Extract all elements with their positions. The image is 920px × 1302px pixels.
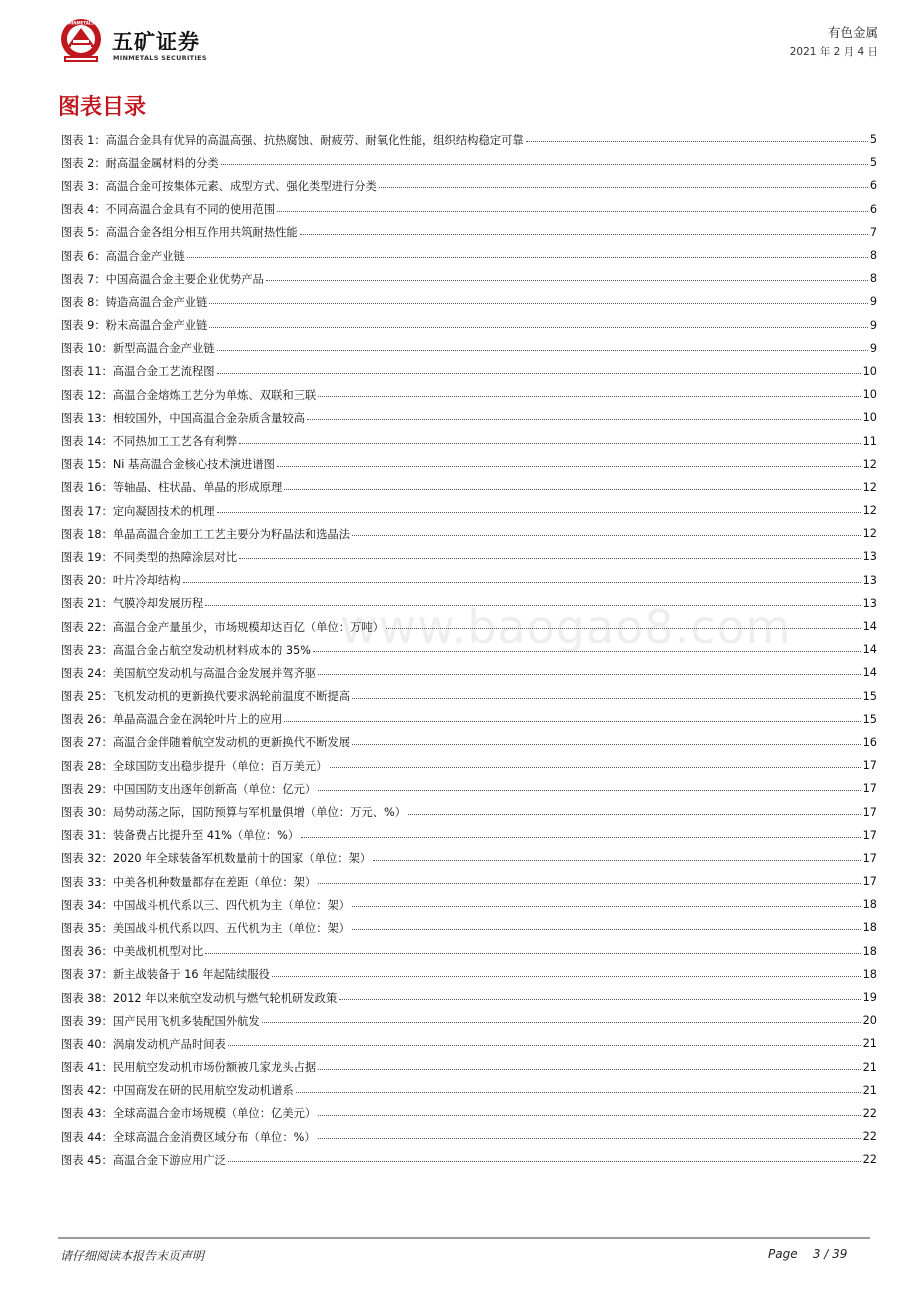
toc-entry-page: 9 [869, 341, 877, 355]
toc-entry[interactable] [61, 592, 877, 615]
toc-entry[interactable] [61, 522, 877, 545]
toc-entry-title: 单晶高温合金在涡轮叶片上的应用 [112, 713, 283, 727]
toc-entry[interactable] [61, 290, 877, 313]
toc-dot-leader [228, 1045, 861, 1046]
toc-dot-leader [352, 744, 861, 745]
toc-entry-page: 17 [862, 805, 877, 819]
toc-dot-leader [318, 674, 860, 675]
toc-entry[interactable] [61, 151, 877, 174]
toc-entry-label: 图表 4： [61, 203, 106, 217]
toc-entry[interactable] [61, 893, 877, 916]
toc-dot-leader [339, 999, 860, 1000]
toc-entry-label: 图表 37： [61, 968, 113, 982]
toc-dot-leader [318, 1069, 860, 1070]
toc-entry-page: 19 [862, 991, 877, 1005]
minmetals-logo-icon [58, 18, 104, 64]
toc-entry[interactable] [61, 314, 877, 337]
toc-entry-title: 新主战装备于 16 年起陆续服役 [112, 968, 270, 982]
toc-entry[interactable] [61, 406, 877, 429]
toc-entry[interactable] [61, 916, 877, 939]
toc-entry[interactable] [61, 453, 877, 476]
toc-entry[interactable] [61, 267, 877, 290]
toc-entry[interactable] [61, 383, 877, 406]
toc-dot-leader [209, 327, 867, 328]
toc-entry-label: 图表 36： [61, 945, 113, 959]
toc-entry-title: 美国战斗机代系以四、五代机为主（单位：架） [112, 921, 351, 935]
toc-entry-label: 图表 22： [61, 620, 113, 634]
toc-entry-title: 耐高温金属材料的分类 [105, 156, 219, 170]
toc-dot-leader [228, 1161, 861, 1162]
toc-entry-page: 12 [862, 457, 877, 471]
toc-dot-leader [352, 906, 861, 907]
toc-dot-leader [352, 929, 861, 930]
toc-entry-page: 10 [862, 364, 877, 378]
toc-dot-leader [526, 141, 868, 142]
company-name-en: MINMETALS SECURITIES [113, 54, 207, 62]
toc-entry-page: 21 [862, 1083, 877, 1097]
toc-entry-label: 图表 24： [61, 666, 113, 680]
toc-dot-leader [183, 582, 861, 583]
toc-entry[interactable] [61, 847, 877, 870]
toc-entry-page: 14 [862, 666, 877, 680]
toc-entry[interactable] [61, 244, 877, 267]
toc-entry-label: 图表 32： [61, 852, 113, 866]
toc-entry[interactable] [61, 638, 877, 661]
toc-dot-leader [239, 558, 860, 559]
toc-entry-page: 17 [862, 759, 877, 773]
toc-entry[interactable] [61, 476, 877, 499]
toc-entry-page: 9 [869, 318, 877, 332]
toc-dot-leader [301, 837, 860, 838]
toc-entry-page: 8 [869, 272, 877, 286]
toc-entry[interactable] [61, 1009, 877, 1032]
toc-entry-page: 9 [869, 295, 877, 309]
toc-entry-page: 13 [862, 550, 877, 564]
toc-entry-title: 局势动荡之际，国防预算与军机量俱增（单位：万元、%） [112, 806, 407, 820]
toc-entry-page: 15 [862, 712, 877, 726]
toc-entry-title: 高温合金各组分相互作用共筑耐热性能 [105, 226, 298, 240]
toc-entry-title: 中国高温合金主要企业优势产品 [105, 272, 264, 286]
toc-entry-page: 20 [862, 1014, 877, 1028]
toc-entry[interactable] [61, 661, 877, 684]
toc-entry-title: 2020 年全球装备军机数量前十的国家（单位：架） [112, 852, 372, 866]
toc-entry-title: 高温合金下游应用广泛 [112, 1153, 226, 1167]
toc-entry-page: 21 [862, 1060, 877, 1074]
toc-entry-title: 新型高温合金产业链 [112, 342, 215, 356]
toc-entry-page: 5 [869, 133, 877, 147]
toc-entry-page: 18 [862, 944, 877, 958]
toc-entry-title: 叶片冷却结构 [112, 574, 181, 588]
toc-entry-title: 不同热加工工艺各有利弊 [112, 435, 238, 449]
toc-dot-leader [386, 628, 861, 629]
toc-entry[interactable] [61, 824, 877, 847]
toc-entry-title: 高温合金熔炼工艺分为单炼、双联和三联 [112, 388, 317, 402]
toc-entry[interactable] [61, 128, 877, 151]
toc-entry[interactable] [61, 221, 877, 244]
toc-entry-label: 图表 11： [61, 365, 113, 379]
toc-entry-label: 图表 1： [61, 133, 106, 147]
toc-entry-label: 图表 14： [61, 435, 113, 449]
toc-entry-label: 图表 9： [61, 319, 106, 333]
toc-entry[interactable] [61, 174, 877, 197]
toc-entry-label: 图表 19： [61, 550, 113, 564]
toc-entry-title: 装备费占比提升至 41%（单位：%） [112, 829, 300, 843]
toc-entry-page: 16 [862, 735, 877, 749]
toc-entry-label: 图表 16： [61, 481, 113, 495]
toc-entry-title: 高温合金可按集体元素、成型方式、强化类型进行分类 [105, 179, 377, 193]
toc-entry-page: 14 [862, 620, 877, 634]
toc-entry-label: 图表 25： [61, 690, 113, 704]
toc-entry-label: 图表 7： [61, 272, 106, 286]
toc-entry[interactable] [61, 429, 877, 452]
toc-entry-label: 图表 21： [61, 597, 113, 611]
toc-entry[interactable] [61, 1079, 877, 1102]
toc-entry-label: 图表 43： [61, 1107, 113, 1121]
toc-entry-label: 图表 40： [61, 1037, 113, 1051]
toc-entry-title: 高温合金产业链 [105, 249, 185, 263]
toc-entry[interactable] [61, 615, 877, 638]
toc-entry-page: 22 [862, 1106, 877, 1120]
toc-entry-page: 7 [869, 225, 877, 239]
toc-entry[interactable] [61, 940, 877, 963]
toc-entry-title: 高温合金具有优异的高温高强、抗热腐蚀、耐疲劳、耐氧化性能，组织结构稳定可靠 [105, 133, 524, 147]
toc-dot-leader [352, 535, 861, 536]
toc-entry-label: 图表 18： [61, 527, 113, 541]
toc-entry-page: 10 [862, 411, 877, 425]
page-number: Page 3 / 39 [768, 1247, 848, 1261]
toc-entry[interactable] [61, 754, 877, 777]
toc-dot-leader [284, 489, 860, 490]
toc-dot-leader [187, 257, 868, 258]
toc-dot-leader [408, 814, 861, 815]
toc-entry-title: 单晶高温合金加工工艺主要分为籽晶法和选晶法 [112, 527, 351, 541]
toc-entry-title: 定向凝固技术的机理 [112, 504, 215, 518]
toc-dot-leader [217, 373, 861, 374]
toc-entry-page: 11 [862, 434, 877, 448]
toc-entry[interactable] [61, 1125, 877, 1148]
toc-dot-leader [262, 1022, 861, 1023]
toc-entry-page: 17 [862, 875, 877, 889]
toc-entry-label: 图表 30： [61, 806, 113, 820]
toc-entry-label: 图表 10： [61, 342, 113, 356]
toc-entry-label: 图表 33： [61, 875, 113, 889]
toc-entry-page: 13 [862, 596, 877, 610]
toc-entry[interactable] [61, 1056, 877, 1079]
toc-entry-page: 21 [862, 1037, 877, 1051]
toc-entry-title: 不同类型的热障涂层对比 [112, 550, 238, 564]
figure-table-of-contents [61, 128, 877, 1171]
toc-entry-page: 12 [862, 527, 877, 541]
toc-entry-title: 中国国防支出逐年创新高（单位：亿元） [112, 782, 317, 796]
emblem-text: MINMETALS [67, 20, 95, 26]
toc-entry[interactable] [61, 499, 877, 522]
toc-entry-label: 图表 12： [61, 388, 113, 402]
toc-dot-leader [379, 187, 868, 188]
toc-entry-label: 图表 13： [61, 411, 113, 425]
toc-entry-label: 图表 6： [61, 249, 106, 263]
toc-entry-title: 高温合金产量虽少，市场规模却达百亿（单位：万吨） [112, 620, 384, 634]
company-name-cn: 五矿证券 [112, 30, 200, 54]
toc-dot-leader [296, 1092, 861, 1093]
watermark: www.baogao8.com [340, 600, 792, 654]
toc-entry-page: 17 [862, 851, 877, 865]
toc-entry-page: 22 [862, 1130, 877, 1144]
toc-entry-page: 18 [862, 967, 877, 981]
section-title: 图表目录 [58, 95, 147, 120]
toc-entry-page: 17 [862, 828, 877, 842]
toc-dot-leader [272, 976, 861, 977]
footer-disclaimer: 请仔细阅读本报告末页声明 [60, 1249, 205, 1263]
toc-entry-label: 图表 38： [61, 991, 113, 1005]
toc-entry-title: 全球高温合金消费区域分布（单位：%） [112, 1130, 316, 1144]
toc-entry-label: 图表 5： [61, 226, 106, 240]
toc-dot-leader [277, 211, 868, 212]
toc-entry-page: 15 [862, 689, 877, 703]
toc-dot-leader [205, 953, 860, 954]
toc-dot-leader [300, 234, 868, 235]
toc-entry-page: 12 [862, 480, 877, 494]
toc-entry-title: 全球国防支出稳步提升（单位：百万美元） [112, 759, 328, 773]
toc-dot-leader [330, 767, 861, 768]
toc-entry[interactable] [61, 800, 877, 823]
toc-entry[interactable] [61, 1148, 877, 1171]
toc-entry[interactable] [61, 569, 877, 592]
toc-entry-label: 图表 2： [61, 156, 106, 170]
toc-entry-label: 图表 41： [61, 1061, 113, 1075]
toc-dot-leader [313, 651, 861, 652]
toc-entry[interactable] [61, 777, 877, 800]
toc-entry[interactable] [61, 685, 877, 708]
report-date: 2021 年 2 月 4 日 [789, 46, 878, 58]
toc-dot-leader [284, 721, 860, 722]
toc-entry-title: 气膜冷却发展历程 [112, 597, 204, 611]
toc-entry-label: 图表 20： [61, 574, 113, 588]
toc-entry-title: 中美各机种数量都存在差距（单位：架） [112, 875, 317, 889]
toc-entry-title: 中国商发在研的民用航空发动机谱系 [112, 1084, 294, 1098]
toc-entry[interactable] [61, 986, 877, 1009]
toc-dot-leader [221, 164, 868, 165]
toc-entry-title: 高温合金占航空发动机材料成本的 35% [112, 643, 312, 657]
toc-entry-label: 图表 3： [61, 179, 106, 193]
toc-entry-page: 12 [862, 504, 877, 518]
toc-entry-page: 17 [862, 782, 877, 796]
toc-entry-title: 等轴晶、柱状晶、单晶的形成原理 [112, 481, 283, 495]
toc-entry-page: 8 [869, 249, 877, 263]
toc-entry-page: 14 [862, 643, 877, 657]
toc-dot-leader [217, 350, 868, 351]
toc-entry-label: 图表 23： [61, 643, 113, 657]
page-header [58, 18, 878, 68]
toc-entry-page: 10 [862, 388, 877, 402]
toc-entry-page: 22 [862, 1153, 877, 1167]
toc-entry-page: 18 [862, 921, 877, 935]
toc-entry-label: 图表 44： [61, 1130, 113, 1144]
toc-entry-page: 13 [862, 573, 877, 587]
toc-entry-title: 粉末高温合金产业链 [105, 319, 208, 333]
toc-dot-leader [205, 605, 860, 606]
footer-divider [58, 1237, 870, 1239]
toc-entry-title: 中美战机机型对比 [112, 945, 204, 959]
toc-entry-label: 图表 42： [61, 1084, 113, 1098]
toc-entry[interactable] [61, 731, 877, 754]
toc-dot-leader [352, 698, 861, 699]
toc-dot-leader [318, 790, 860, 791]
toc-entry-label: 图表 26： [61, 713, 113, 727]
toc-dot-leader [373, 860, 860, 861]
toc-dot-leader [209, 303, 867, 304]
toc-entry[interactable] [61, 1102, 877, 1125]
toc-entry-title: 民用航空发动机市场份额被几家龙头占据 [112, 1061, 317, 1075]
toc-entry-page: 6 [869, 202, 877, 216]
toc-entry-title: 飞机发动机的更新换代要求涡轮前温度不断提高 [112, 690, 351, 704]
toc-entry[interactable] [61, 360, 877, 383]
toc-entry-title: 不同高温合金具有不同的使用范围 [105, 203, 276, 217]
toc-entry-title: 高温合金工艺流程图 [112, 365, 215, 379]
toc-entry[interactable] [61, 1032, 877, 1055]
toc-entry-label: 图表 45： [61, 1153, 113, 1167]
toc-entry-label: 图表 27： [61, 736, 113, 750]
toc-entry-title: 美国航空发动机与高温合金发展并驾齐驱 [112, 666, 317, 680]
toc-entry-label: 图表 17： [61, 504, 113, 518]
toc-entry-label: 图表 34： [61, 898, 113, 912]
toc-entry-label: 图表 35： [61, 921, 113, 935]
toc-dot-leader [318, 883, 860, 884]
toc-dot-leader [318, 1138, 861, 1139]
toc-entry[interactable] [61, 963, 877, 986]
toc-entry[interactable] [61, 545, 877, 568]
toc-entry-title: 中国战斗机代系以三、四代机为主（单位：架） [112, 898, 351, 912]
toc-dot-leader [318, 396, 860, 397]
toc-entry-title: 2012 年以来航空发动机与燃气轮机研发政策 [112, 991, 338, 1005]
toc-entry-title: 涡扇发动机产品时间表 [112, 1037, 226, 1051]
toc-dot-leader [217, 512, 861, 513]
toc-entry[interactable] [61, 337, 877, 360]
toc-entry-page: 6 [869, 179, 877, 193]
toc-entry-page: 18 [862, 898, 877, 912]
toc-entry[interactable] [61, 870, 877, 893]
toc-entry-page: 5 [869, 156, 877, 170]
toc-entry-label: 图表 15： [61, 458, 113, 472]
toc-entry-title: 相较国外，中国高温合金杂质含量较高 [112, 411, 305, 425]
toc-entry-title: 国产民用飞机多装配国外航发 [112, 1014, 260, 1028]
toc-entry-title: 铸造高温合金产业链 [105, 295, 208, 309]
toc-entry-label: 图表 29： [61, 782, 113, 796]
toc-entry-label: 图表 28： [61, 759, 113, 773]
toc-entry-title: Ni 基高温合金核心技术演进谱图 [112, 458, 275, 472]
toc-entry-label: 图表 31： [61, 829, 113, 843]
toc-entry[interactable] [61, 198, 877, 221]
toc-dot-leader [307, 419, 861, 420]
toc-entry-title: 全球高温合金市场规模（单位：亿美元） [112, 1107, 317, 1121]
toc-entry-label: 图表 8： [61, 295, 106, 309]
toc-entry-title: 高温合金伴随着航空发动机的更新换代不断发展 [112, 736, 351, 750]
toc-entry[interactable] [61, 708, 877, 731]
toc-dot-leader [277, 466, 861, 467]
industry-label: 有色金属 [827, 25, 878, 40]
toc-entry-label: 图表 39： [61, 1014, 113, 1028]
toc-dot-leader [318, 1115, 860, 1116]
toc-dot-leader [266, 280, 868, 281]
toc-dot-leader [239, 443, 860, 444]
